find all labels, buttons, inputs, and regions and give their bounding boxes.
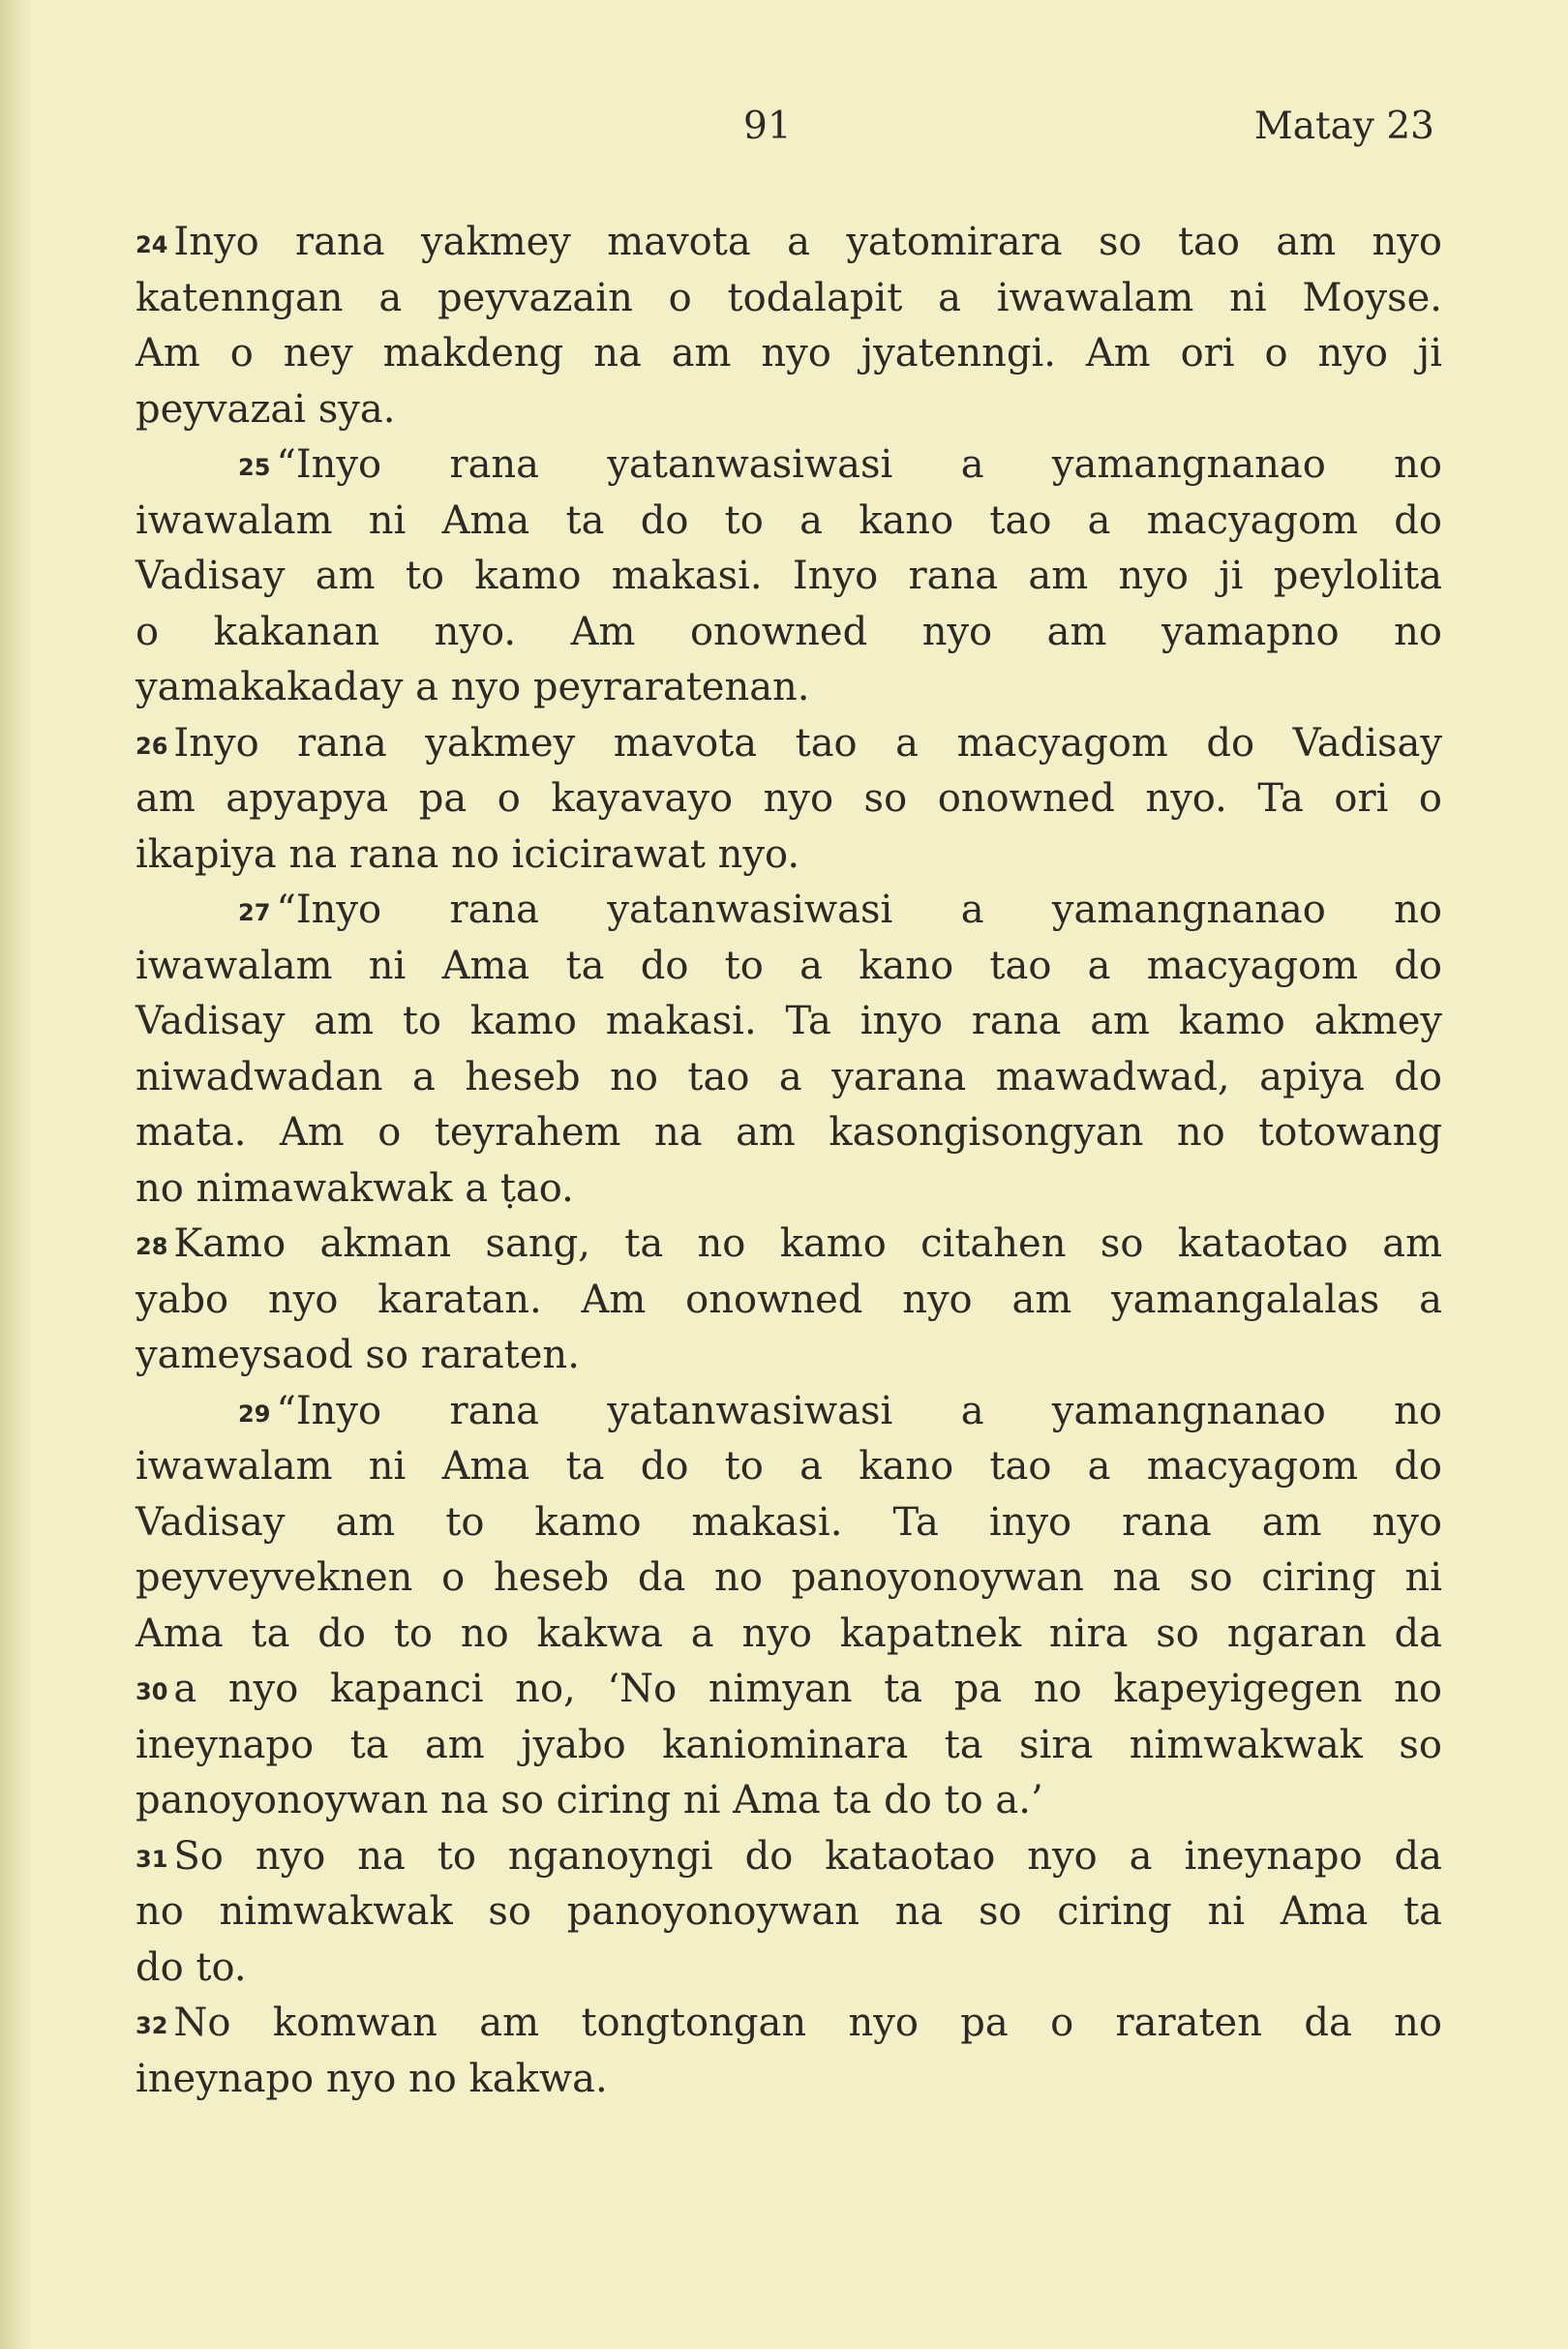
line-text: iwawalam ni Ama ta do to a kano tao a macyagom do xyxy=(136,943,1442,988)
line-text: no nimwakwak so panoyonoywan na so ciring ni Ama ta xyxy=(136,1889,1442,1934)
line-text: “Inyo rana yatanwasiwasi a yamangnanao no xyxy=(276,888,1442,932)
text-line xyxy=(136,660,1442,716)
line-text: Vadisay am to kamo makasi. Ta inyo rana am nyo xyxy=(136,1499,1442,1545)
line-text: So nyo na to nganoyngi do kataotao nyo a ineynapo da xyxy=(173,1833,1442,1879)
page-binding-edge xyxy=(0,0,33,2349)
verse-number: 26 xyxy=(136,732,168,760)
text-line xyxy=(136,1328,1442,1384)
text-line xyxy=(136,382,1442,438)
line-text: do to. xyxy=(136,1944,247,1990)
line-text: niwadwadan a heseb no tao a yarana mawadwad, apiya do xyxy=(136,1054,1442,1099)
text-line xyxy=(136,1662,1442,1718)
text-line xyxy=(136,1773,1442,1829)
text-line xyxy=(136,1996,1442,2052)
text-line xyxy=(136,1941,1442,1997)
text-line xyxy=(136,1607,1442,1663)
text-line xyxy=(136,939,1442,995)
page-number: 91 xyxy=(743,105,792,148)
running-head: Matay 23 xyxy=(1253,105,1434,148)
text-line xyxy=(136,215,1442,271)
text-line xyxy=(136,494,1442,550)
text-line xyxy=(136,1217,1442,1273)
line-text: yameysaod so raraten. xyxy=(136,1333,580,1377)
text-line xyxy=(136,716,1442,772)
verse-number: 32 xyxy=(136,2012,168,2039)
text-line xyxy=(136,1161,1442,1218)
verse-number: 30 xyxy=(136,1678,168,1705)
line-text: ineynapo nyo no kakwa. xyxy=(136,2056,608,2101)
text-line xyxy=(136,1050,1442,1106)
text-line xyxy=(136,994,1442,1050)
text-line xyxy=(136,437,1442,494)
verse-number: 31 xyxy=(136,1845,168,1873)
text-line xyxy=(136,1884,1442,1941)
line-text: Am o ney makdeng na am nyo jyatenngi. Am ori o nyo ji xyxy=(136,331,1442,376)
line-text: “Inyo rana yatanwasiwasi a yamangnanao no xyxy=(276,1388,1442,1433)
verse-number: 24 xyxy=(136,231,168,258)
verse-number: 27 xyxy=(238,899,271,926)
text-line xyxy=(136,1551,1442,1607)
text-line xyxy=(136,1273,1442,1329)
text-line xyxy=(136,1718,1442,1774)
page-header xyxy=(0,105,1568,163)
scripture-text xyxy=(136,215,1442,2107)
verse-number: 28 xyxy=(136,1233,168,1260)
line-text: ineynapo ta am jyabo kaniominara ta sira nimwakwak so xyxy=(136,1722,1442,1767)
line-text: am apyapya pa o kayavayo nyo so onowned nyo. Ta ori o xyxy=(136,776,1442,821)
text-line xyxy=(136,1495,1442,1551)
line-text: yamakakaday a nyo peyraratenan. xyxy=(136,665,810,709)
verse-number: 29 xyxy=(238,1400,271,1428)
text-line xyxy=(136,326,1442,382)
text-line xyxy=(136,828,1442,884)
line-text: o kakanan nyo. Am onowned nyo am yamapno no xyxy=(136,609,1442,654)
line-text: yabo nyo karatan. Am onowned nyo am yamangalalas a xyxy=(136,1277,1442,1322)
line-text: a nyo kapanci no, ‘No nimyan ta pa no kapeyigegen no xyxy=(173,1667,1442,1711)
text-line xyxy=(136,2052,1442,2108)
text-line xyxy=(136,271,1442,327)
verse-number: 25 xyxy=(238,454,271,481)
line-text: Kamo akman sang, ta no kamo citahen so kataotao am xyxy=(173,1221,1442,1266)
text-line xyxy=(136,1829,1442,1885)
line-text: iwawalam ni Ama ta do to a kano tao a macyagom do xyxy=(136,1444,1442,1489)
line-text: Inyo rana yakmey mavota a yatomirara so tao am nyo xyxy=(173,220,1442,264)
line-text: “Inyo rana yatanwasiwasi a yamangnanao no xyxy=(276,442,1442,487)
line-text: peyveyveknen o heseb da no panoyonoywan na so ciring ni xyxy=(136,1555,1442,1600)
text-line xyxy=(136,883,1442,939)
line-text: panoyonoywan na so ciring ni Ama ta do to a.’ xyxy=(136,1778,1043,1822)
text-line xyxy=(136,549,1442,605)
text-line xyxy=(136,1439,1442,1495)
text-line xyxy=(136,605,1442,661)
text-line xyxy=(136,1105,1442,1161)
line-text: No komwan am tongtongan nyo pa o raraten da no xyxy=(173,2001,1442,2045)
line-text: Inyo rana yakmey mavota tao a macyagom do Vadisay xyxy=(173,720,1442,766)
text-line xyxy=(136,1384,1442,1440)
line-text: Ama ta do to no kakwa a nyo kapatnek nira so ngaran da xyxy=(136,1611,1442,1656)
line-text: katenngan a peyvazain o todalapit a iwawalam ni Moyse. xyxy=(136,275,1442,320)
line-text: peyvazai sya. xyxy=(136,386,396,432)
text-line xyxy=(136,771,1442,828)
line-text: mata. Am o teyrahem na am kasongisongyan no totowang xyxy=(136,1110,1442,1155)
line-text: iwawalam ni Ama ta do to a kano tao a macyagom do xyxy=(136,497,1442,543)
line-text: Vadisay am to kamo makasi. Inyo rana am nyo ji peylolita xyxy=(136,554,1442,598)
line-text: Vadisay am to kamo makasi. Ta inyo rana am kamo akmey xyxy=(136,999,1442,1043)
line-text: ikapiya na rana no icicirawat nyo. xyxy=(136,831,800,877)
line-text: no nimawakwak a ṭao. xyxy=(136,1165,574,1211)
